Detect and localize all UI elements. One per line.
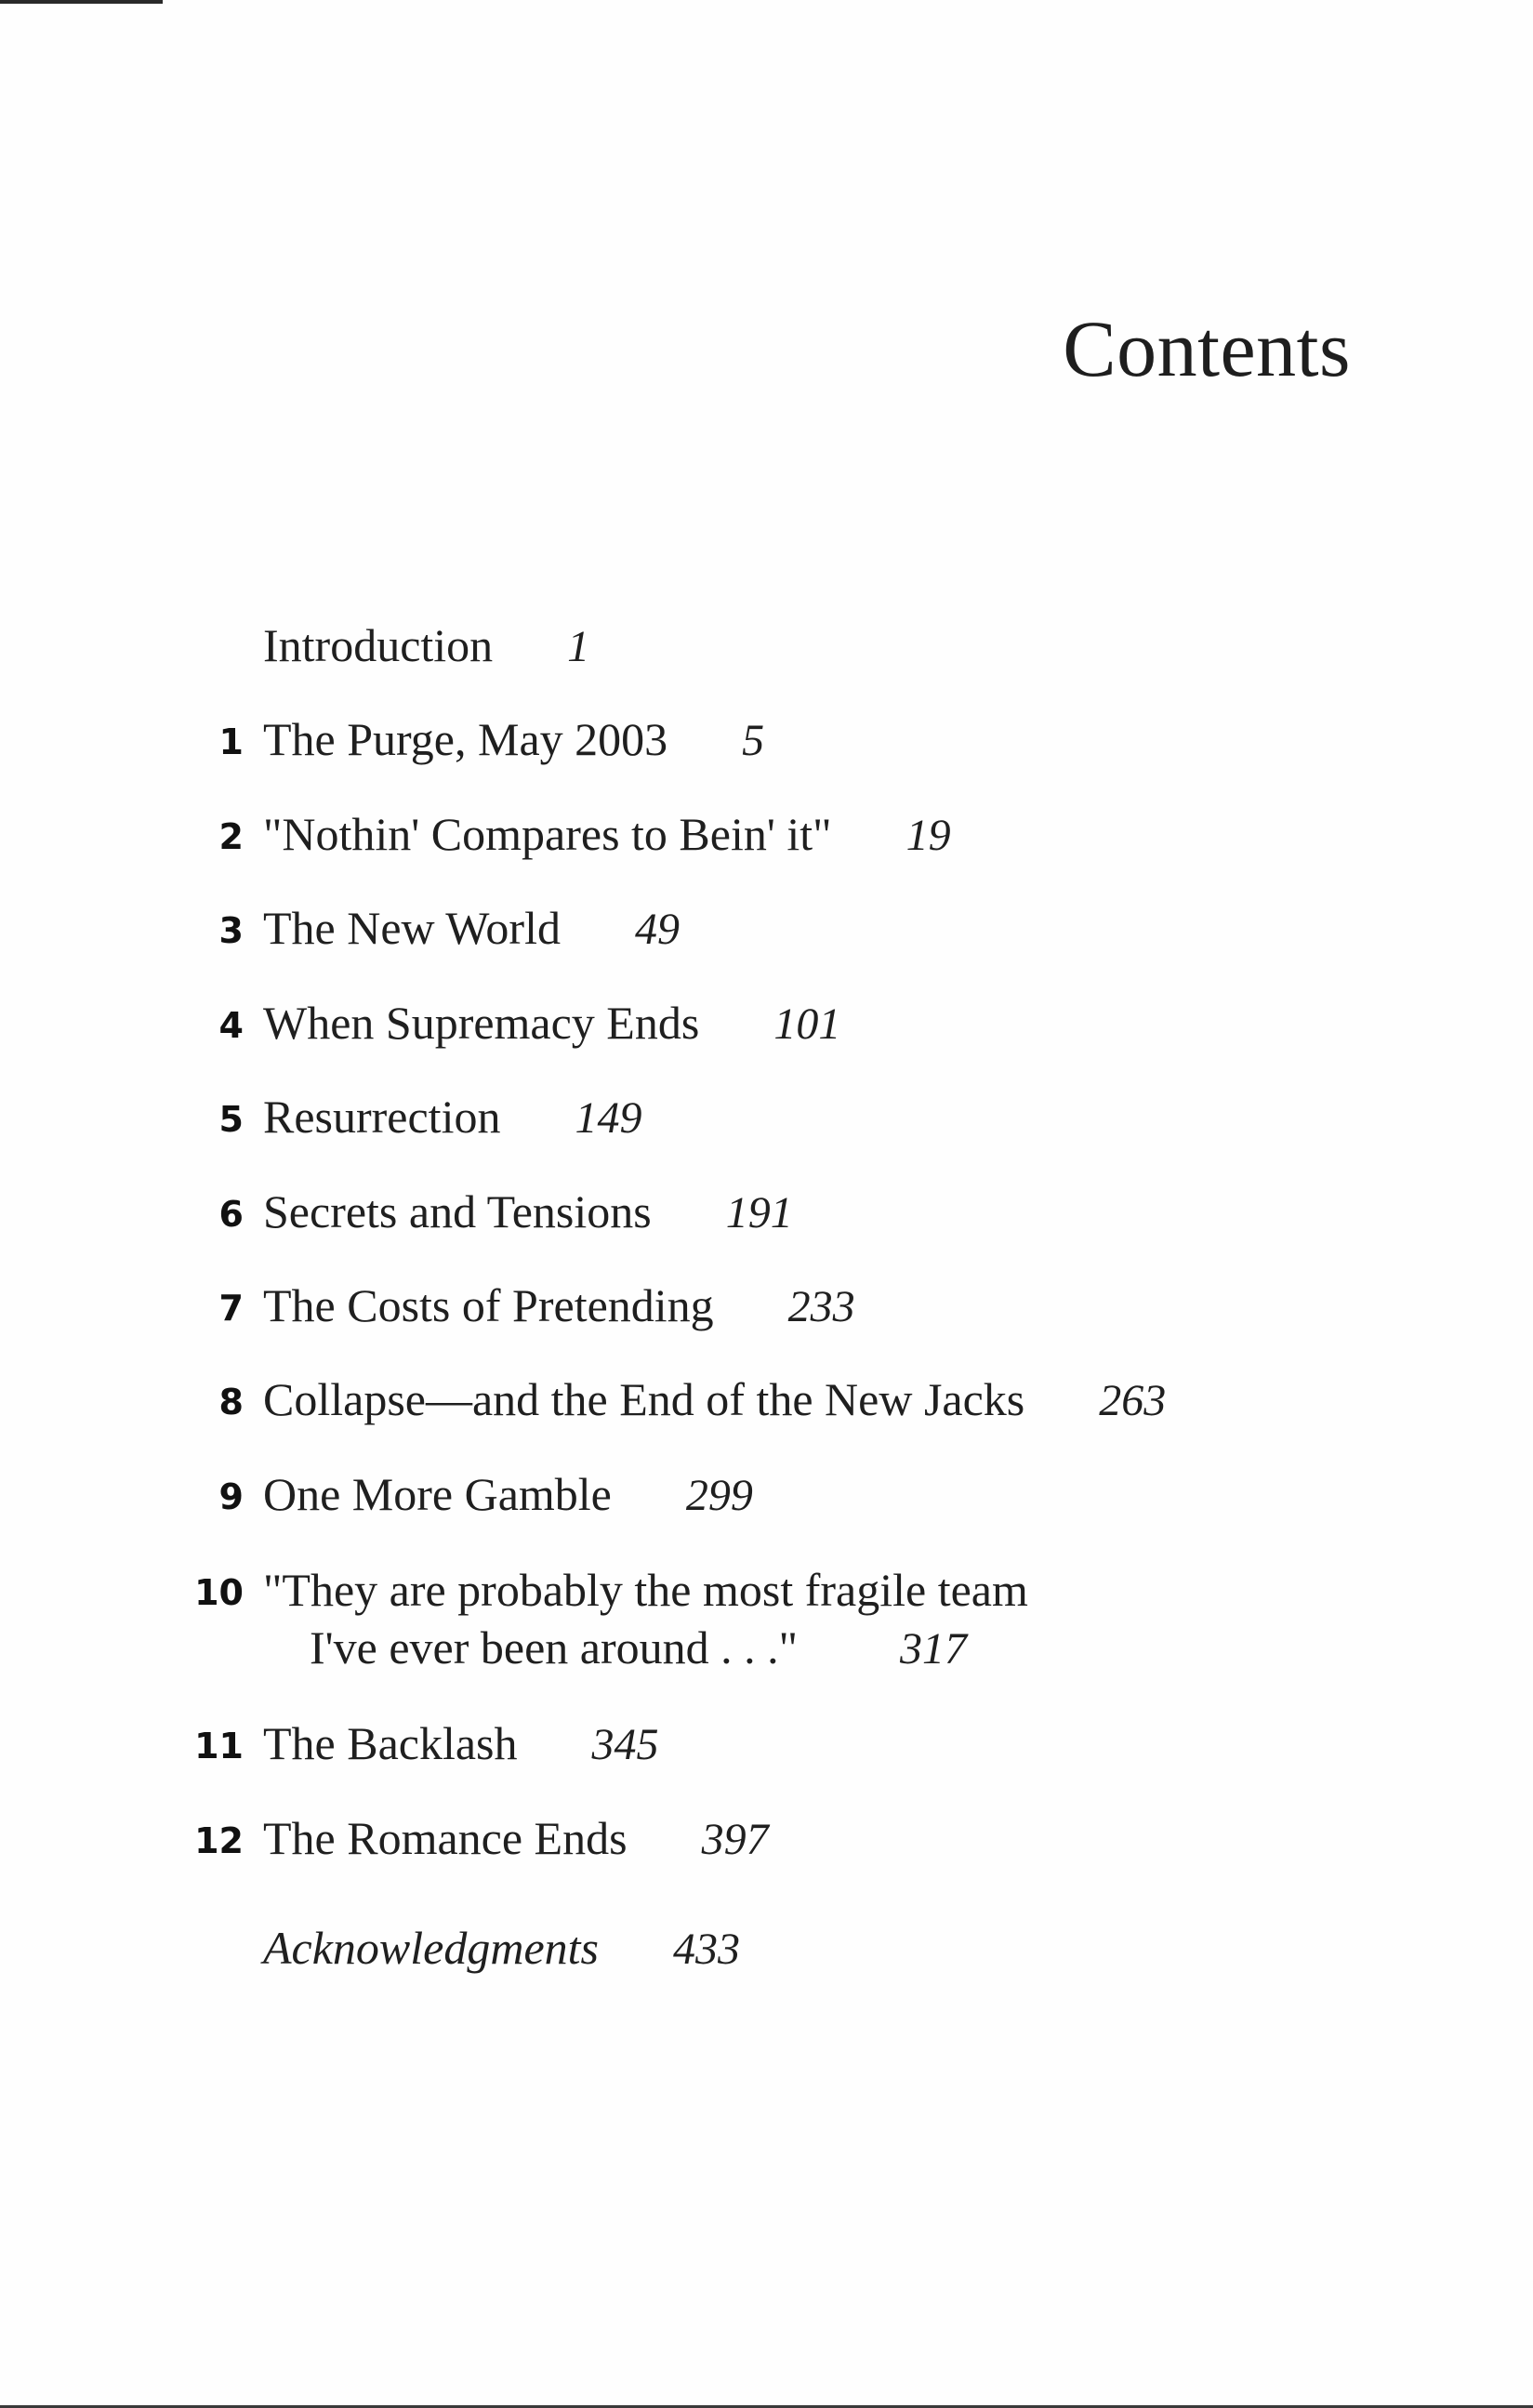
chapter-title: The Costs of Pretending (263, 1279, 714, 1331)
entry-text (263, 1563, 1028, 1617)
chapter-title: When Supremacy Ends (263, 997, 700, 1049)
page-number: 397 (701, 1815, 769, 1864)
chapter-number: 4 (218, 1005, 244, 1046)
page-title: Contents (1063, 304, 1351, 393)
page-number: 191 (725, 1188, 793, 1237)
entry-text (263, 1811, 769, 1865)
chapter-number: 9 (218, 1476, 244, 1517)
chapter-title: One More Gamble (263, 1468, 612, 1520)
chapter-title: The New World (263, 902, 561, 954)
page-number: 1 (567, 622, 590, 671)
page-number: 149 (575, 1093, 642, 1143)
chapter-number: 2 (218, 816, 244, 857)
chapter-title: Collapse—and the End of the New Jacks (263, 1373, 1025, 1425)
chapter-title: Introduction (263, 619, 494, 671)
entry-text (263, 1921, 740, 1975)
chapter-number: 10 (194, 1572, 244, 1613)
chapter-title: The Purge, May 2003 (263, 713, 668, 765)
entry-text (263, 1467, 753, 1521)
entry-text (263, 1278, 855, 1332)
chapter-number: 3 (218, 910, 244, 951)
entry-text (263, 618, 589, 672)
chapter-title: "They are probably the most fragile team (263, 1564, 1028, 1616)
page-number: 19 (905, 811, 951, 860)
page-number: 101 (773, 999, 841, 1049)
chapter-number: 8 (218, 1382, 244, 1422)
page-number: 5 (742, 716, 765, 765)
page-number: 299 (685, 1471, 753, 1520)
chapter-title: The Romance Ends (263, 1812, 628, 1864)
entry-text (263, 1090, 641, 1144)
entry-text (263, 901, 680, 955)
entry-text (263, 1716, 659, 1770)
entry-text-line-2 (310, 1621, 967, 1674)
chapter-title: Resurrection (263, 1091, 501, 1143)
chapter-title-line-2: I've ever been around . . ." (310, 1621, 799, 1674)
entry-text (263, 996, 840, 1050)
chapter-number: 11 (194, 1726, 244, 1766)
chapter-title: "Nothin' Compares to Bein' it" (263, 808, 832, 860)
chapter-number: 6 (218, 1194, 244, 1235)
page-number: 49 (634, 905, 680, 954)
entry-text (263, 712, 764, 766)
entry-text (263, 1372, 1166, 1426)
entry-text (263, 1184, 793, 1238)
page-number: 263 (1099, 1376, 1167, 1425)
page-number: 433 (673, 1925, 741, 1974)
page-number: 345 (591, 1720, 659, 1769)
chapter-title: Secrets and Tensions (263, 1185, 652, 1237)
chapter-number: 5 (218, 1099, 244, 1140)
chapter-number: 7 (218, 1288, 244, 1329)
chapter-number: 1 (218, 721, 244, 762)
page-number: 233 (787, 1282, 855, 1331)
page-number: 317 (900, 1624, 968, 1674)
chapter-number: 12 (194, 1820, 244, 1861)
entry-text (263, 807, 951, 861)
chapter-title: Acknowledgments (263, 1922, 600, 1974)
chapter-title: The Backlash (263, 1717, 518, 1769)
